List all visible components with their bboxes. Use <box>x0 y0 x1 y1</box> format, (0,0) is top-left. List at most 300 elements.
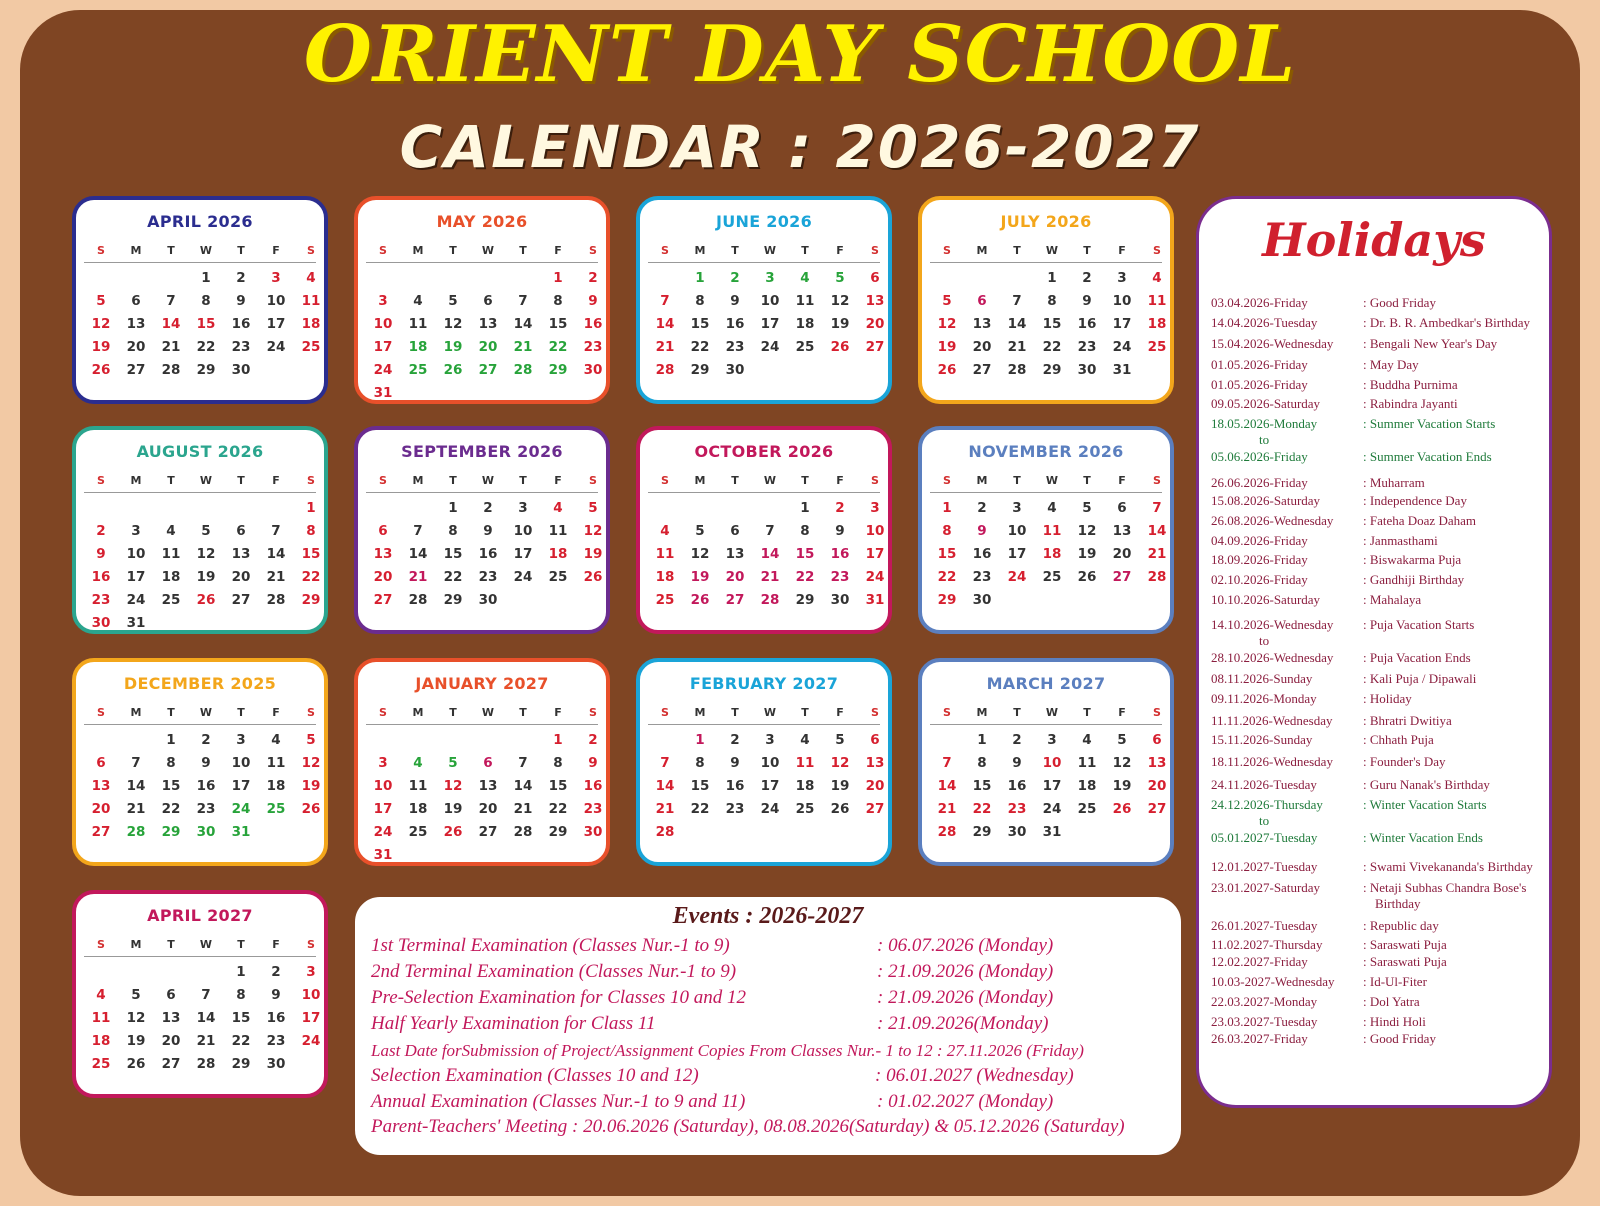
calendar-day: 21 <box>1007 339 1027 355</box>
holiday-name: : Biswakarma Puja <box>1363 552 1462 567</box>
calendar-day: 21 <box>655 339 675 355</box>
calendar-day: 28 <box>196 1056 216 1072</box>
holiday-name: : Winter Vacation Starts <box>1363 797 1487 812</box>
calendar-day: 22 <box>231 1033 251 1049</box>
calendar-day: 16 <box>972 546 992 562</box>
calendar-day: 26 <box>301 801 321 817</box>
calendar-day: 31 <box>373 385 393 401</box>
month-card <box>72 658 328 866</box>
weekday-label: W <box>1045 706 1059 719</box>
holiday-date: 18.11.2026-Wednesday <box>1211 754 1333 769</box>
month-name: APRIL 2026 <box>147 212 253 231</box>
calendar-day: 9 <box>1012 755 1022 771</box>
calendar-day: 26 <box>91 362 111 378</box>
holiday-date: 09.05.2026-Saturday <box>1211 396 1321 411</box>
month-name: MAY 2026 <box>436 212 528 231</box>
calendar-day: 26 <box>830 801 850 817</box>
weekday-label: W <box>1045 474 1059 487</box>
holiday-date: 24.12.2026-Thursday <box>1211 797 1323 812</box>
calendar-day: 13 <box>231 546 251 562</box>
calendar-day: 6 <box>236 523 246 539</box>
calendar-day: 17 <box>231 778 251 794</box>
calendar-day: 5 <box>448 755 458 771</box>
weekday-label: S <box>307 244 315 257</box>
calendar-day: 11 <box>408 316 428 332</box>
weekday-label: T <box>1013 244 1021 257</box>
calendar-day: 29 <box>443 592 463 608</box>
calendar-day: 25 <box>301 339 321 355</box>
calendar-day: 24 <box>1112 339 1132 355</box>
calendar-day: 6 <box>977 293 987 309</box>
calendar-day: 19 <box>126 1033 146 1049</box>
calendar-day: 26 <box>1112 801 1132 817</box>
calendar-day: 6 <box>1117 500 1127 516</box>
calendar-day: 1 <box>942 500 952 516</box>
calendar-day: 12 <box>583 523 603 539</box>
calendar-day: 3 <box>271 270 281 286</box>
calendar-day: 22 <box>161 801 181 817</box>
weekday-label: S <box>97 474 105 487</box>
holiday-date: 26.06.2026-Friday <box>1211 475 1308 490</box>
calendar-day: 20 <box>1147 778 1167 794</box>
calendar-day: 14 <box>161 316 181 332</box>
calendar-day: 17 <box>760 778 780 794</box>
calendar-day: 13 <box>91 778 111 794</box>
weekday-label: T <box>731 706 739 719</box>
calendar-day: 6 <box>870 732 880 748</box>
weekday-label: F <box>272 706 280 719</box>
weekday-label: F <box>836 706 844 719</box>
calendar-day: 30 <box>1007 824 1027 840</box>
calendar-day: 11 <box>1147 293 1167 309</box>
calendar-day: 27 <box>91 824 111 840</box>
calendar-day: 19 <box>443 339 463 355</box>
calendar-day: 31 <box>1042 824 1062 840</box>
calendar-day: 12 <box>830 293 850 309</box>
holiday-name: : Puja Vacation Starts <box>1363 617 1475 632</box>
calendar-day: 20 <box>725 569 745 585</box>
calendar-day: 12 <box>690 546 710 562</box>
calendar-day: 1 <box>800 500 810 516</box>
calendar-day: 3 <box>1012 500 1022 516</box>
calendar-day: 12 <box>126 1010 146 1026</box>
calendar-day: 28 <box>1007 362 1027 378</box>
holiday-name: : Good Friday <box>1363 295 1436 310</box>
calendar-day: 25 <box>795 339 815 355</box>
calendar-day: 8 <box>553 755 563 771</box>
calendar-day: 25 <box>91 1056 111 1072</box>
holiday-date: 05.01.2027-Tuesday <box>1211 830 1318 845</box>
weekday-label: T <box>167 474 175 487</box>
calendar-day: 7 <box>518 293 528 309</box>
holiday-name: : Guru Nanak's Birthday <box>1363 777 1490 792</box>
calendar-day: 24 <box>1042 801 1062 817</box>
calendar-day: 25 <box>548 569 568 585</box>
calendar-day: 13 <box>865 293 885 309</box>
holiday-name: : Saraswati Puja <box>1363 954 1447 969</box>
weekday-label: F <box>272 938 280 951</box>
weekday-label: M <box>412 706 424 719</box>
calendar-day: 16 <box>266 1010 286 1026</box>
calendar-day: 2 <box>835 500 845 516</box>
calendar-day: 28 <box>408 592 428 608</box>
calendar-day: 17 <box>1007 546 1027 562</box>
calendar-day: 3 <box>765 270 775 286</box>
holiday-date: 04.09.2026-Friday <box>1211 533 1308 548</box>
calendar-day: 30 <box>196 824 216 840</box>
calendar-day: 5 <box>1082 500 1092 516</box>
calendar-day: 19 <box>1112 778 1132 794</box>
event-label: Half Yearly Examination for Class 11 <box>371 1013 656 1034</box>
calendar-day: 15 <box>548 778 568 794</box>
weekday-label: S <box>943 474 951 487</box>
calendar-day: 30 <box>1077 362 1097 378</box>
calendar-day: 29 <box>690 362 710 378</box>
holiday-name: : Fateha Doaz Daham <box>1363 513 1476 528</box>
holiday-date: 18.09.2026-Friday <box>1211 552 1308 567</box>
weekday-label: W <box>199 474 213 487</box>
calendar-day: 30 <box>583 824 603 840</box>
weekday-label: M <box>412 474 424 487</box>
calendar-day: 7 <box>942 755 952 771</box>
calendar-day: 4 <box>96 987 106 1003</box>
calendar-day: 13 <box>865 755 885 771</box>
calendar-day: 14 <box>513 778 533 794</box>
calendar-day: 5 <box>835 732 845 748</box>
calendar-day: 5 <box>695 523 705 539</box>
calendar-day: 27 <box>231 592 251 608</box>
calendar-day: 26 <box>583 569 603 585</box>
calendar-day: 29 <box>231 1056 251 1072</box>
calendar-day: 19 <box>1077 546 1097 562</box>
calendar-day: 13 <box>126 316 146 332</box>
weekday-label: F <box>554 706 562 719</box>
calendar-day: 10 <box>760 755 780 771</box>
weekday-divider <box>648 724 880 725</box>
calendar-day: 28 <box>937 824 957 840</box>
calendar-day: 9 <box>201 755 211 771</box>
holiday-date: 11.11.2026-Wednesday <box>1211 713 1333 728</box>
weekday-label: T <box>731 474 739 487</box>
calendar-day: 9 <box>977 523 987 539</box>
calendar-day: 21 <box>937 801 957 817</box>
calendar-day: 30 <box>583 362 603 378</box>
calendar-day: 14 <box>937 778 957 794</box>
holiday-date: 02.10.2026-Friday <box>1211 572 1308 587</box>
weekday-label: S <box>589 474 597 487</box>
calendar-day: 22 <box>1042 339 1062 355</box>
calendar-day: 6 <box>378 523 388 539</box>
event-date: : 21.09.2026 (Monday) <box>877 961 1054 982</box>
calendar-day: 31 <box>1112 362 1132 378</box>
calendar-day: 26 <box>126 1056 146 1072</box>
calendar-day: 6 <box>131 293 141 309</box>
calendar-day: 11 <box>408 778 428 794</box>
weekday-label: M <box>694 244 706 257</box>
month-card <box>354 196 610 404</box>
weekday-label: T <box>801 474 809 487</box>
holidays-panel <box>1196 196 1552 1108</box>
calendar-day: 2 <box>588 270 598 286</box>
weekday-divider <box>84 492 316 493</box>
calendar-day: 10 <box>865 523 885 539</box>
weekday-label: S <box>97 938 105 951</box>
calendar-day: 28 <box>655 824 675 840</box>
weekday-label: S <box>661 706 669 719</box>
calendar-day: 6 <box>96 755 106 771</box>
holiday-date: 26.01.2027-Tuesday <box>1211 918 1318 933</box>
calendar-day: 11 <box>795 755 815 771</box>
calendar-day: 14 <box>1007 316 1027 332</box>
weekday-label: S <box>1153 474 1161 487</box>
calendar-day: 11 <box>655 546 675 562</box>
calendar-day: 15 <box>1042 316 1062 332</box>
month-card <box>918 426 1174 634</box>
weekday-label: T <box>167 938 175 951</box>
calendar-day: 3 <box>1047 732 1057 748</box>
calendar-day: 9 <box>730 755 740 771</box>
calendar-day: 24 <box>126 592 146 608</box>
calendar-day: 30 <box>972 592 992 608</box>
calendar-day: 2 <box>730 270 740 286</box>
calendar-day: 9 <box>835 523 845 539</box>
holiday-date: 11.02.2027-Thursday <box>1211 937 1323 952</box>
holiday-date: 23.03.2027-Tuesday <box>1211 1014 1318 1029</box>
holiday-name: : Dr. B. R. Ambedkar's Birthday <box>1363 315 1531 330</box>
calendar-day: 1 <box>236 964 246 980</box>
weekday-label: W <box>481 244 495 257</box>
calendar-day: 8 <box>977 755 987 771</box>
holiday-name: : Founder's Day <box>1363 754 1446 769</box>
calendar-day: 10 <box>373 778 393 794</box>
holiday-date: 26.03.2027-Friday <box>1211 1031 1308 1046</box>
calendar-day: 21 <box>1147 546 1167 562</box>
events-panel <box>352 894 1184 1158</box>
weekday-label: F <box>272 474 280 487</box>
month-name: JUNE 2026 <box>715 212 813 231</box>
calendar-day: 22 <box>972 801 992 817</box>
calendar-day: 19 <box>196 569 216 585</box>
calendar-day: 2 <box>730 732 740 748</box>
calendar-day: 10 <box>760 293 780 309</box>
calendar-day: 2 <box>201 732 211 748</box>
weekday-label: S <box>1153 706 1161 719</box>
weekday-label: F <box>272 244 280 257</box>
calendar-day: 28 <box>126 824 146 840</box>
calendar-day: 15 <box>690 778 710 794</box>
calendar-day: 3 <box>131 523 141 539</box>
calendar-day: 24 <box>266 339 286 355</box>
calendar-day: 4 <box>1047 500 1057 516</box>
calendar-day: 13 <box>725 546 745 562</box>
weekday-label: W <box>763 474 777 487</box>
weekday-label: S <box>379 706 387 719</box>
holiday-name: : May Day <box>1363 357 1419 372</box>
month-name: APRIL 2027 <box>147 906 253 925</box>
calendar-day: 13 <box>1147 755 1167 771</box>
weekday-label: S <box>1153 244 1161 257</box>
calendar-day: 27 <box>865 339 885 355</box>
calendar-day: 12 <box>443 316 463 332</box>
calendar-day: 18 <box>266 778 286 794</box>
month-name: JULY 2026 <box>1000 212 1092 231</box>
calendar-day: 6 <box>870 270 880 286</box>
calendar-day: 15 <box>231 1010 251 1026</box>
event-date: : 21.09.2026 (Monday) <box>877 987 1054 1008</box>
weekday-label: T <box>519 474 527 487</box>
calendar-day: 31 <box>231 824 251 840</box>
holiday-date: to <box>1259 633 1270 648</box>
calendar-day: 26 <box>443 362 463 378</box>
calendar-day: 31 <box>865 592 885 608</box>
weekday-label: W <box>1045 244 1059 257</box>
calendar-day: 15 <box>548 316 568 332</box>
weekday-label: T <box>449 474 457 487</box>
weekday-divider <box>648 262 880 263</box>
weekday-label: S <box>871 706 879 719</box>
weekday-label: M <box>130 938 142 951</box>
weekday-divider <box>648 492 880 493</box>
holiday-name: : Hindi Holi <box>1363 1014 1426 1029</box>
calendar-day: 16 <box>830 546 850 562</box>
calendar-day: 5 <box>131 987 141 1003</box>
calendar-day: 28 <box>760 592 780 608</box>
weekday-label: T <box>1083 244 1091 257</box>
holiday-name: : Bhratri Dwitiya <box>1363 713 1452 728</box>
weekday-label: S <box>97 706 105 719</box>
calendar-day: 18 <box>91 1033 111 1049</box>
calendar-day: 5 <box>306 732 316 748</box>
calendar-day: 14 <box>126 778 146 794</box>
calendar-day: 15 <box>937 546 957 562</box>
calendar-day: 7 <box>271 523 281 539</box>
calendar-day: 17 <box>865 546 885 562</box>
calendar-day: 4 <box>800 732 810 748</box>
calendar-day: 20 <box>126 339 146 355</box>
calendar-day: 14 <box>760 546 780 562</box>
calendar-day: 6 <box>1152 732 1162 748</box>
calendar-day: 18 <box>548 546 568 562</box>
calendar-day: 5 <box>96 293 106 309</box>
weekday-label: M <box>976 244 988 257</box>
calendar-day: 23 <box>91 592 111 608</box>
calendar-day: 27 <box>865 801 885 817</box>
calendar-day: 15 <box>972 778 992 794</box>
calendar-day: 21 <box>655 801 675 817</box>
calendar-day: 2 <box>483 500 493 516</box>
weekday-divider <box>366 262 598 263</box>
calendar-day: 12 <box>1112 755 1132 771</box>
calendar-day: 28 <box>513 824 533 840</box>
calendar-day: 8 <box>942 523 952 539</box>
calendar-day: 10 <box>231 755 251 771</box>
calendar-day: 20 <box>1112 546 1132 562</box>
holiday-name: : Janmasthami <box>1363 533 1438 548</box>
month-name: DECEMBER 2025 <box>123 674 277 693</box>
weekday-label: S <box>943 706 951 719</box>
weekday-label: S <box>307 938 315 951</box>
calendar-day: 13 <box>478 316 498 332</box>
calendar-day: 21 <box>513 339 533 355</box>
calendar-day: 17 <box>126 569 146 585</box>
holiday-name: : Independence Day <box>1363 493 1467 508</box>
calendar-day: 12 <box>443 778 463 794</box>
calendar-day: 29 <box>548 824 568 840</box>
weekday-label: T <box>1083 474 1091 487</box>
calendar-day: 16 <box>231 316 251 332</box>
calendar-day: 23 <box>725 339 745 355</box>
calendar-day: 27 <box>725 592 745 608</box>
calendar-day: 7 <box>131 755 141 771</box>
weekday-label: S <box>871 474 879 487</box>
holiday-date: 22.03.2027-Monday <box>1211 994 1318 1009</box>
calendar-day: 24 <box>865 569 885 585</box>
calendar-day: 12 <box>830 755 850 771</box>
calendar-day: 18 <box>1077 778 1097 794</box>
calendar-day: 8 <box>553 293 563 309</box>
month-card <box>72 426 328 634</box>
calendar-day: 10 <box>513 523 533 539</box>
calendar-day: 7 <box>765 523 775 539</box>
calendar-day: 1 <box>977 732 987 748</box>
weekday-label: F <box>836 474 844 487</box>
calendar-day: 22 <box>443 569 463 585</box>
calendar-day: 30 <box>478 592 498 608</box>
calendar-day: 21 <box>161 339 181 355</box>
holiday-date: 08.11.2026-Sunday <box>1211 671 1313 686</box>
weekday-divider <box>366 492 598 493</box>
calendar-day: 14 <box>266 546 286 562</box>
calendar-day: 29 <box>972 824 992 840</box>
weekday-label: M <box>412 244 424 257</box>
weekday-label: W <box>481 706 495 719</box>
calendar-day: 25 <box>408 362 428 378</box>
calendar-day: 4 <box>660 523 670 539</box>
calendar-day: 25 <box>1042 569 1062 585</box>
weekday-label: T <box>167 706 175 719</box>
calendar-day: 24 <box>373 824 393 840</box>
calendar-day: 7 <box>201 987 211 1003</box>
calendar-day: 18 <box>655 569 675 585</box>
calendar-day: 19 <box>937 339 957 355</box>
weekday-label: S <box>307 474 315 487</box>
weekday-label: W <box>763 244 777 257</box>
holiday-name: Birthday <box>1375 896 1421 911</box>
holiday-date: 12.01.2027-Tuesday <box>1211 859 1318 874</box>
weekday-label: T <box>1083 706 1091 719</box>
calendar-day: 26 <box>690 592 710 608</box>
calendar-day: 6 <box>166 987 176 1003</box>
calendar-day: 31 <box>373 847 393 863</box>
holiday-date: to <box>1259 813 1270 828</box>
weekday-label: W <box>199 244 213 257</box>
weekday-label: F <box>1118 474 1126 487</box>
calendar-day: 19 <box>91 339 111 355</box>
weekday-label: S <box>871 244 879 257</box>
event-label: 1st Terminal Examination (Classes Nur.-1 to 9) <box>371 935 730 956</box>
calendar-day: 25 <box>408 824 428 840</box>
holiday-date: 15.08.2026-Saturday <box>1211 493 1321 508</box>
weekday-label: S <box>943 244 951 257</box>
calendar-day: 26 <box>830 339 850 355</box>
calendar-day: 22 <box>690 339 710 355</box>
calendar-day: 1 <box>553 270 563 286</box>
calendar-day: 28 <box>161 362 181 378</box>
calendar-day: 17 <box>1112 316 1132 332</box>
calendar-day: 29 <box>548 362 568 378</box>
holiday-name: : Swami Vivekananda's Birthday <box>1363 859 1533 874</box>
calendar-day: 8 <box>695 293 705 309</box>
